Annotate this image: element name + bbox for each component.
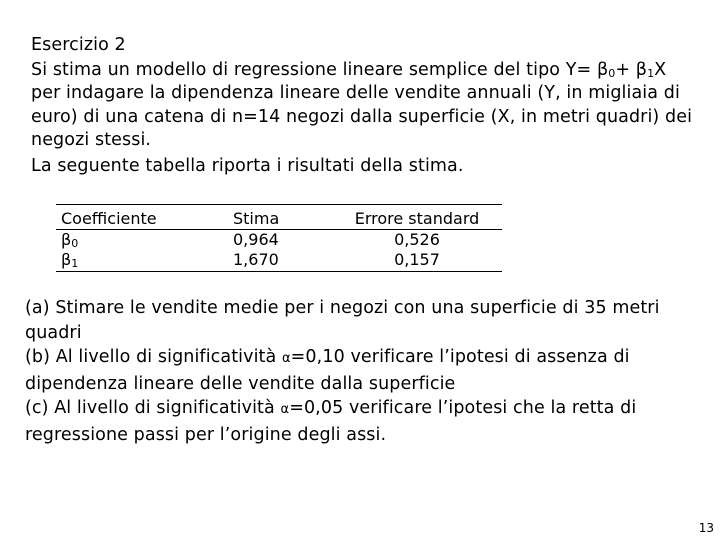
exercise-statement	[31, 34, 701, 178]
header-std-error: Errore standard	[354, 209, 480, 228]
header-estimate: Stima	[233, 209, 280, 228]
question-c: (c) Al livello di significatività α=0,05 verificare l’ipotesi che la retta di regressione passi per l’origine degli assi.	[25, 398, 637, 445]
coefficient-symbol: $\beta_0$	[61, 230, 79, 250]
table-lead-sentence: La seguente tabella riporta i risultati della stima.	[31, 155, 464, 176]
estimate-value: 1,670	[233, 250, 279, 269]
std-error-value: 0,526	[394, 230, 440, 249]
exercise-questions	[25, 296, 705, 447]
question-a: (a) Stimare le vendite medie per i negozi con una superficie di 35 metri quadri	[25, 298, 660, 343]
header-coefficient: Coefficiente	[61, 209, 157, 228]
model-description: Si stima un modello di regressione lineare semplice del tipo $Y= \beta_0+ \beta_1X$ per indagare la dipendenza lineare delle vendite annuali (Y, in migliaia di euro) di una catena di n=14 negozi dalla superficie (X, in metri quadri) dei negozi stessi.	[31, 59, 693, 150]
table-header-row	[56, 205, 502, 230]
exercise-title: Esercizio 2	[31, 35, 126, 55]
estimate-value: 0,964	[233, 230, 279, 249]
page-number: 13	[698, 521, 714, 535]
estimation-results-table	[56, 204, 502, 272]
table-row	[56, 250, 502, 271]
table-row	[56, 230, 502, 250]
std-error-value: 0,157	[394, 250, 440, 269]
question-b: (b) Al livello di significatività α=0,10 verificare l’ipotesi di assenza di dipendenza lineare delle vendite dalla superficie	[25, 347, 630, 394]
coefficient-symbol: $\beta_1$	[61, 250, 79, 270]
